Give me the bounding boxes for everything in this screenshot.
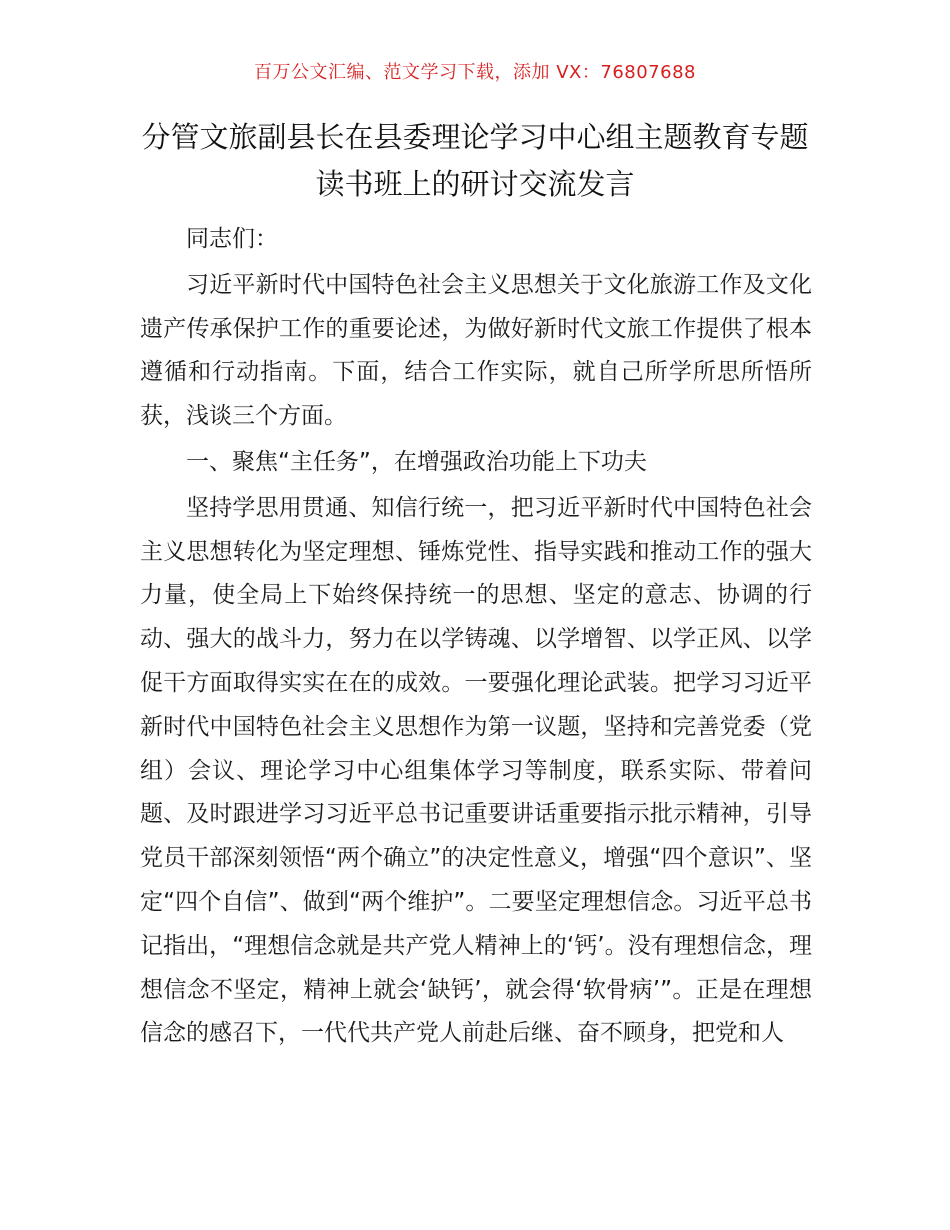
document-body	[140, 218, 812, 1058]
watermark-header: 百万公文汇编、范文学习下载，添加 VX：76807688	[254, 62, 696, 83]
section-paragraph: 坚持学思用贯通、知信行统一，把习近平新时代中国特色社会主义思想转化为坚定理想、锤炼党性、指导实践和推动工作的强大力量，使全局上下始终保持统一的思想、坚定的意志、协调的行动、强大的战斗力，努力在以学铸魂、以学增智、以学正风、以学促干方面取得实实在在的成效。一要强化理论武装。把学习习近平新时代中国特色社会主义思想作为第一议题，坚持和完善党委（党组）会议、理论学习中心组集体学习等制度，联系实际、带着问题、及时跟进学习习近平总书记重要讲话重要指示批示精神，引导党员干部深刻领悟“两个确立”的决定性意义，增强“四个意识”、坚定“四个自信”、做到“两个维护”。二要坚定理想信念。习近平总书记指出，“理想信念就是共产党人精神上的‘钙’。没有理想信念，理想信念不坚定，精神上就会‘缺钙’，就会得‘软骨病’”。正是在理想信念的感召下，一代代共产党人前赴后继、奋不顾身，把党和人	[140, 494, 812, 1047]
intro-paragraph: 习近平新时代中国特色社会主义思想关于文化旅游工作及文化遗产传承保护工作的重要论述，为做好新时代文旅工作提供了根本遵循和行动指南。下面，结合工作实际，就自己所学所思所悟所获，浅谈三个方面。	[140, 271, 812, 430]
salutation: 同志们：	[186, 226, 278, 252]
section-heading: 一、聚焦“主任务”，在增强政治功能上下功夫	[186, 448, 647, 475]
document-title: 分管文旅副县长在县委理论学习中心组主题教育专题读书班上的研讨交流发言	[141, 120, 809, 201]
